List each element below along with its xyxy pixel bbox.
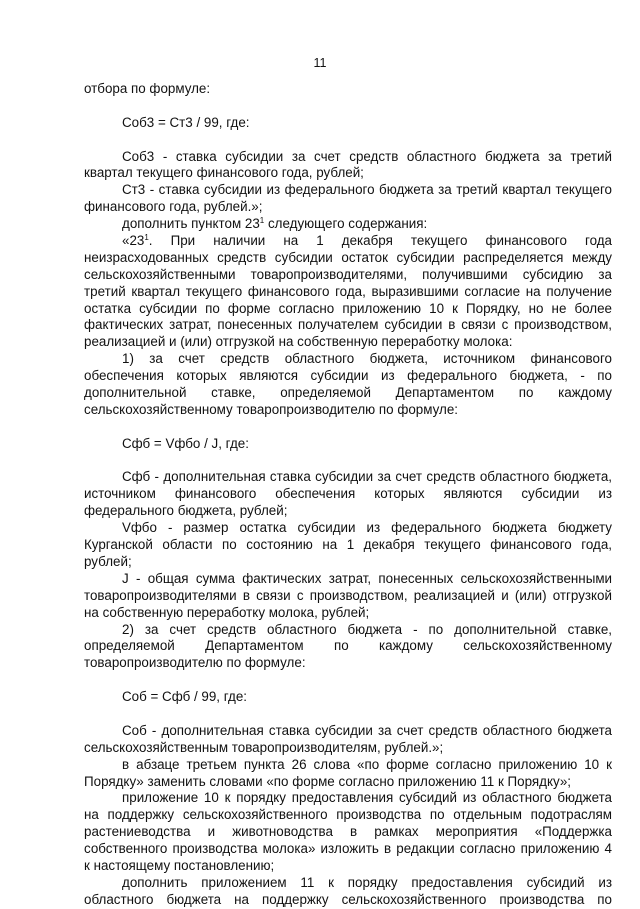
text-line: обеспечения которых являются субсидии из федерального бюджета, - по [84,368,612,384]
text-segment: . При наличии на 1 декабря текущего финансового года [148,233,612,249]
text-line: Порядку» заменить словами «по форме согласно приложению 11 к Порядку»; [84,773,572,789]
text-line: Ст3 - ставка субсидии из федерального бюджета за третий квартал текущего [122,182,612,198]
text-line: приложение 10 к порядку предоставления субсидий из областного бюджета [122,790,612,806]
text-line: рублей; [84,553,132,569]
text-line [84,233,612,250]
text-line: сельскохозяйственными товаропроизводителями, получившими субсидию за [84,266,612,282]
text-line: товаропроизводителями в связи с производством, реализацией и (или) отгрузкой [84,587,612,603]
text-line: фактических затрат, понесенных получателем субсидии в связи с производством, [84,317,612,333]
text-line: товаропроизводителю по формуле: [84,655,306,671]
text-segment: следующего содержания: [264,216,428,232]
text-line: сельскохозяйственному товаропроизводителю по формуле: [84,401,458,417]
blank-line [84,132,612,149]
text-line: квартал текущего финансового года, рублей; [84,165,364,181]
text-line: 2) за счет средств областного бюджета - по дополнительной ставке, [122,621,612,637]
blank-line [84,453,612,470]
text-line: на поддержку сельскохозяйственного производства по отдельным подотраслям [84,807,612,823]
text-line: в абзаце третьем пункта 26 слова «по форме согласно приложению 10 к [122,756,612,772]
text-line: реализацией и (или) отгрузкой на собственную переработку молока: [84,334,513,350]
text-segment: дополнить пунктом 23 [122,216,260,232]
text-line: остатка субсидии по форме согласно приложению 10 к Порядку, но не более [84,300,612,316]
text-line: на собственную переработку молока, рублей; [84,604,370,620]
text-line: растениеводства и животноводства в рамках мероприятия «Поддержка [84,824,612,840]
text-line: собственного производства молока» изложить в редакции согласно приложению 4 [84,841,612,857]
page-number: 11 [313,56,327,70]
text-line: Сфб = Vфбо / J, где: [122,435,249,451]
blank-line [84,98,612,115]
text-line: Соб3 - ставка субсидии за счет средств областного бюджета за третий [122,148,612,164]
blank-line [84,672,612,689]
text-line: J - общая сумма фактических затрат, понесенных сельскохозяйственными [122,570,612,586]
superscript: 1 [259,216,265,226]
text-line: Сфб - дополнительная ставка субсидии за счет средств областного бюджета, [122,469,612,485]
text-line [84,216,612,233]
blank-line [84,706,612,723]
text-line: Vфбо - размер остатка субсидии из федерального бюджета бюджету [122,520,612,536]
text-line: Курганской области по состоянию на 1 декабря текущего финансового года, [84,537,612,553]
text-line: сельскохозяйственным товаропроизводителям, рублей.»; [84,739,444,755]
blank-line [84,419,612,436]
text-line: федерального бюджета, рублей; [84,503,288,519]
text-line: неизрасходованных средств субсидии остаток субсидии распределяется между [84,249,612,265]
text-segment: «23 [122,233,145,249]
text-line: определяемой Департаментом по каждому сельскохозяйственному [84,638,612,654]
text-line: финансового года, рублей.»; [84,199,263,215]
text-line: источником финансового обеспечения которых являются субсидии из [84,486,612,502]
text-line: областного бюджета на поддержку сельскохозяйственного производства по [84,891,612,907]
text-line: Соб = Сфб / 99, где: [122,689,248,705]
text-line: отбора по формуле: [84,81,211,96]
text-line: Соб3 = Ст3 / 99, где: [122,114,250,130]
text-line: дополнительной ставке, определяемой Департаментом по каждому [84,385,612,401]
text-line: 1) за счет средств областного бюджета, источником финансового [122,351,612,367]
text-line: к настоящему постановлению; [84,857,275,873]
text-line: третий квартал текущего финансового года, выразившими согласие на получение [84,283,612,299]
text-line: дополнить приложением 11 к порядку предоставления субсидий из [122,874,612,890]
document-body [84,81,612,909]
superscript: 1 [144,233,149,243]
text-line: Соб - дополнительная ставка субсидии за счет средств областного бюджета [122,722,612,738]
